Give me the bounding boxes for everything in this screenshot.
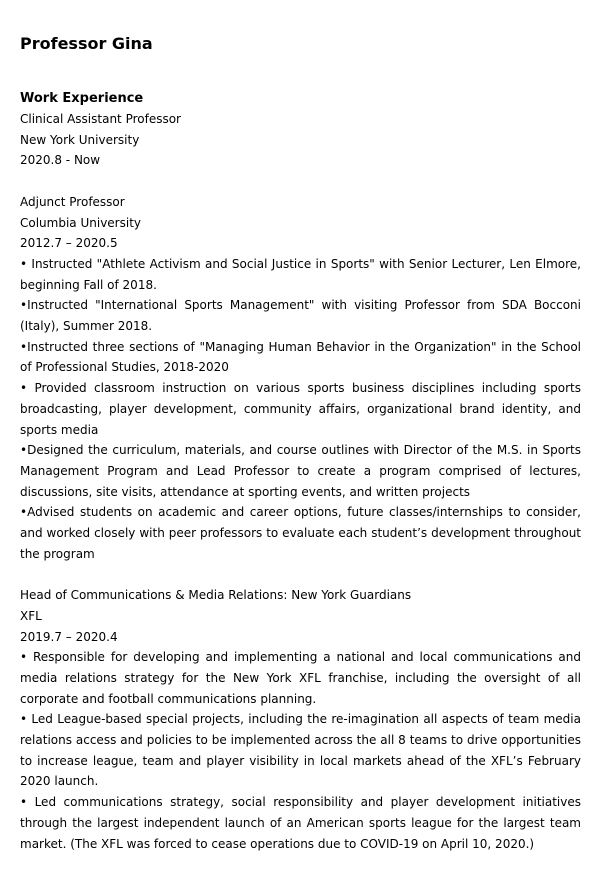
- spacer: [20, 564, 581, 585]
- job-title: Clinical Assistant Professor: [20, 112, 181, 126]
- job-bullet: • Led League-based special projects, including the re-imagination all aspects of team media relations access and policies to be implemented across the all 8 teams to drive opportunities to increase league, team and player visibility in local markets ahead of the XFL’s February 2020 launch.: [20, 712, 581, 789]
- job-bullet: • Led communications strategy, social responsibility and player development initiatives through the largest independent launch of an American sports league for the largest team market. (The XFL was forced to cease operations due to COVID-19 on April 10, 2020.): [20, 795, 581, 851]
- job-bullet: •Designed the curriculum, materials, and course outlines with Director of the M.S. in Sports Management Program and Lead Professor to create a program comprised of lectures, discussions, site visits, attendance at sporting events, and written projects: [20, 443, 581, 499]
- job-bullet: •Advised students on academic and career options, future classes/internships to consider, and worked closely with peer professors to evaluate each student’s development throughout the program: [20, 505, 581, 561]
- job-bullet: • Provided classroom instruction on various sports business disciplines including sports broadcasting, player development, community affairs, organizational brand identity, and sports media: [20, 381, 581, 437]
- job-title: Adjunct Professor: [20, 194, 125, 209]
- job-bullet: •Instructed three sections of "Managing Human Behavior in the Organization" in the School of Professional Studies, 2018-2020: [20, 339, 581, 375]
- job-entry: [20, 192, 581, 565]
- job-bullet: • Responsible for developing and implementing a national and local communications and media relations strategy for the New York XFL franchise, including the oversight of all corporate and football communications planning.: [20, 650, 581, 706]
- person-name: Professor Gina: [20, 34, 153, 53]
- job-entry: [20, 585, 581, 854]
- job-organization: Columbia University: [20, 215, 142, 230]
- job-title: Head of Communications & Media Relations: New York Guardians: [20, 588, 412, 603]
- section-title-work-experience: Work Experience: [20, 91, 144, 106]
- job-entry: [20, 109, 581, 171]
- job-dates: 2020.8 - Now: [20, 153, 101, 168]
- job-dates: 2019.7 – 2020.4: [20, 629, 118, 644]
- job-organization: New York University: [20, 132, 140, 147]
- spacer: [20, 171, 581, 192]
- resume-page: [20, 30, 581, 854]
- job-dates: 2012.7 – 2020.5: [20, 236, 118, 251]
- job-organization: XFL: [20, 608, 42, 623]
- job-bullet: •Instructed "International Sports Management" with visiting Professor from SDA Bocconi (Italy), Summer 2018.: [20, 298, 581, 334]
- job-bullet: • Instructed "Athlete Activism and Social Justice in Sports" with Senior Lecturer, Len Elmore, beginning Fall of 2018.: [20, 256, 581, 292]
